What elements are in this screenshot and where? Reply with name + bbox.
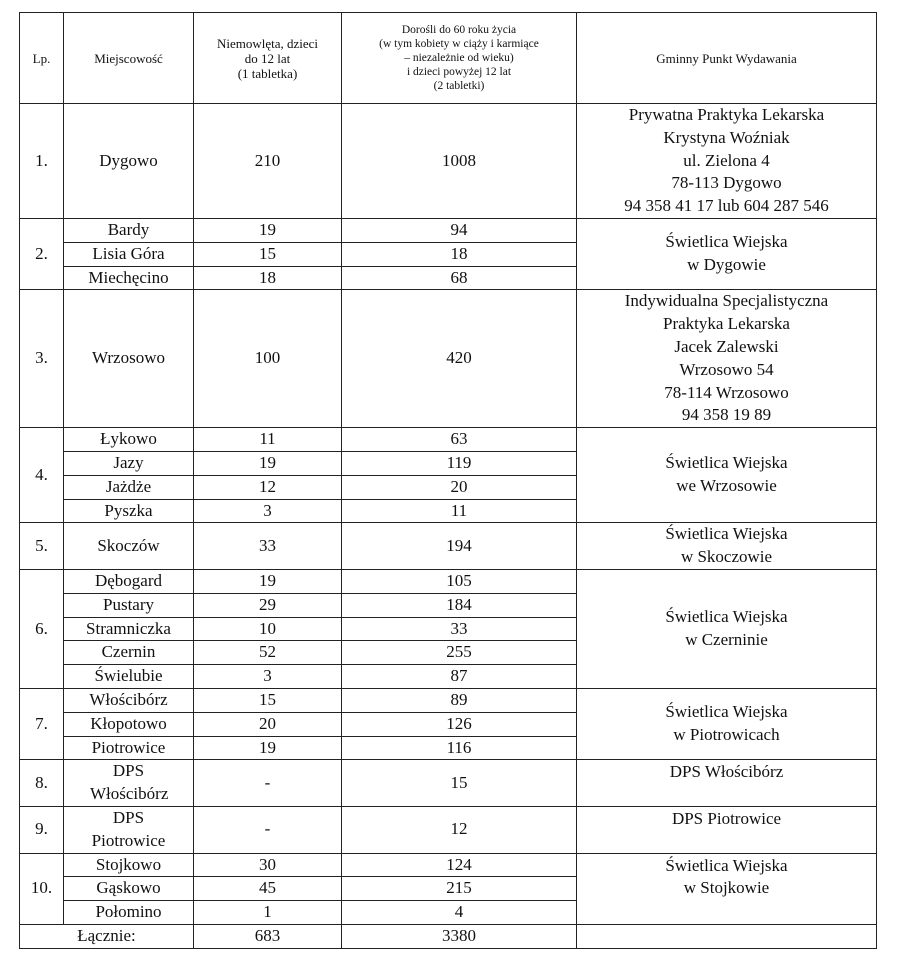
header-adults-line: Dorośli do 60 roku życia <box>401 24 517 36</box>
distribution-point-line: Świetlica Wiejska <box>665 607 788 627</box>
adults-cell: 126 <box>342 712 577 736</box>
total-point-empty <box>577 924 877 948</box>
children-cell: 3 <box>194 665 342 689</box>
distribution-point-cell <box>577 853 877 924</box>
adults-cell: 94 <box>342 218 577 242</box>
town-cell: Lisia Góra <box>64 242 194 266</box>
lp-cell: 9. <box>20 806 64 853</box>
table-row <box>20 104 877 219</box>
children-cell: 19 <box>194 218 342 242</box>
town-cell: Włościbórz <box>64 688 194 712</box>
town-cell: Połomino <box>64 901 194 925</box>
distribution-point-cell <box>577 569 877 688</box>
header-adults-line: (2 tabletki) <box>433 80 485 92</box>
town-cell: Piotrowice <box>64 736 194 760</box>
adults-cell: 124 <box>342 853 577 877</box>
distribution-point-line: Świetlica Wiejska <box>665 524 788 544</box>
children-cell: 19 <box>194 451 342 475</box>
table-row <box>20 688 877 712</box>
distribution-table <box>19 12 877 949</box>
lp-cell: 6. <box>20 569 64 688</box>
town-cell: Miechęcino <box>64 266 194 290</box>
distribution-point-line: Świetlica Wiejska <box>665 232 788 252</box>
children-cell: 12 <box>194 475 342 499</box>
header-children <box>194 13 342 104</box>
distribution-point-line: ul. Zielona 4 <box>683 150 770 170</box>
lp-cell: 8. <box>20 760 64 807</box>
lp-cell: 7. <box>20 688 64 759</box>
header-children-line: Niemowlęta, dzieci <box>216 35 319 51</box>
distribution-point-line: w Czerninie <box>685 629 768 649</box>
town-cell: DPS Piotrowice <box>64 806 194 853</box>
town-cell: Bardy <box>64 218 194 242</box>
table-row <box>20 428 877 452</box>
distribution-point-line: Wrzosowo 54 <box>679 359 774 379</box>
children-cell: 210 <box>194 104 342 219</box>
distribution-point-line: DPS Piotrowice <box>671 808 782 828</box>
children-cell: 15 <box>194 242 342 266</box>
adults-cell: 33 <box>342 617 577 641</box>
lp-cell: 2. <box>20 218 64 289</box>
total-row <box>20 924 877 948</box>
lp-cell: 4. <box>20 428 64 523</box>
town-cell: Stojkowo <box>64 853 194 877</box>
adults-cell: 1008 <box>342 104 577 219</box>
distribution-point-cell <box>577 428 877 523</box>
distribution-point-line: Jacek Zalewski <box>674 336 779 356</box>
distribution-point-cell <box>577 523 877 570</box>
town-cell: Stramniczka <box>64 617 194 641</box>
adults-cell: 18 <box>342 242 577 266</box>
adults-cell: 420 <box>342 290 577 428</box>
children-cell: 100 <box>194 290 342 428</box>
children-cell: 20 <box>194 712 342 736</box>
header-adults-line: i dzieci powyżej 12 lat <box>406 66 512 78</box>
distribution-point-line: 78-114 Wrzosowo <box>664 382 789 402</box>
children-cell: 19 <box>194 736 342 760</box>
adults-cell: 63 <box>342 428 577 452</box>
lp-cell: 10. <box>20 853 64 924</box>
distribution-point-line: Świetlica Wiejska <box>665 453 788 473</box>
town-cell: Dębogard <box>64 569 194 593</box>
children-cell: 3 <box>194 499 342 523</box>
distribution-point-line: Prywatna Praktyka Lekarska <box>628 105 825 124</box>
distribution-point-line: we Wrzosowie <box>676 476 777 496</box>
children-cell: 18 <box>194 266 342 290</box>
table-row <box>20 290 877 428</box>
distribution-point-cell <box>577 760 877 807</box>
distribution-point-line: 78-113 Dygowo <box>671 173 782 193</box>
children-cell: 29 <box>194 593 342 617</box>
distribution-point-line: Praktyka Lekarska <box>663 314 790 334</box>
header-town: Miejscowość <box>64 13 194 104</box>
town-cell: Skoczów <box>64 523 194 570</box>
total-children: 683 <box>194 924 342 948</box>
total-label: Łącznie: <box>20 924 194 948</box>
header-adults-line: – niezależnie od wieku) <box>404 52 514 64</box>
children-cell: 45 <box>194 877 342 901</box>
adults-cell: 15 <box>342 760 577 807</box>
distribution-point-line: DPS Włościbórz <box>669 762 784 782</box>
lp-cell: 5. <box>20 523 64 570</box>
adults-cell: 87 <box>342 665 577 689</box>
lp-cell: 3. <box>20 290 64 428</box>
table-row <box>20 218 877 242</box>
adults-cell: 119 <box>342 451 577 475</box>
adults-cell: 12 <box>342 806 577 853</box>
header-children-line: do 12 lat <box>244 50 291 66</box>
town-cell: Gąskowo <box>64 877 194 901</box>
header-lp: Lp. <box>20 13 64 104</box>
distribution-point-line: Świetlica Wiejska <box>665 702 788 722</box>
header-row <box>20 13 877 104</box>
table-row <box>20 760 877 807</box>
town-cell: Wrzosowo <box>64 290 194 428</box>
distribution-point-line: w Piotrowicach <box>673 725 780 745</box>
children-cell: 1 <box>194 901 342 925</box>
children-cell: 10 <box>194 617 342 641</box>
header-adults <box>342 13 577 104</box>
distribution-point-line: Indywidualna Specjalistyczna <box>624 291 829 311</box>
children-cell: 15 <box>194 688 342 712</box>
adults-cell: 215 <box>342 877 577 901</box>
children-cell: - <box>194 806 342 853</box>
distribution-point-line: 94 358 19 89 <box>681 405 772 425</box>
distribution-point-cell <box>577 688 877 759</box>
distribution-point-line: w Stojkowie <box>683 878 770 898</box>
town-cell: Kłopotowo <box>64 712 194 736</box>
distribution-point-line: 94 358 41 17 lub 604 287 546 <box>624 196 829 216</box>
adults-cell: 194 <box>342 523 577 570</box>
distribution-point-cell <box>577 104 877 219</box>
distribution-point-cell <box>577 218 877 289</box>
children-cell: 33 <box>194 523 342 570</box>
children-cell: 30 <box>194 853 342 877</box>
header-point: Gminny Punkt Wydawania <box>577 13 877 104</box>
town-cell: DPS Włościbórz <box>64 760 194 807</box>
distribution-point-line: w Skoczowie <box>680 547 773 567</box>
town-cell: Pustary <box>64 593 194 617</box>
town-cell: Czernin <box>64 641 194 665</box>
distribution-point-line: Świetlica Wiejska <box>665 855 788 875</box>
children-cell: 19 <box>194 569 342 593</box>
children-cell: 11 <box>194 428 342 452</box>
distribution-point-line: Krystyna Woźniak <box>663 127 790 147</box>
table-row <box>20 569 877 593</box>
adults-cell: 116 <box>342 736 577 760</box>
children-cell: 52 <box>194 641 342 665</box>
table-row <box>20 523 877 570</box>
adults-cell: 105 <box>342 569 577 593</box>
header-children-line: (1 tabletka) <box>237 65 298 81</box>
adults-cell: 68 <box>342 266 577 290</box>
adults-cell: 20 <box>342 475 577 499</box>
town-cell: Jazy <box>64 451 194 475</box>
adults-cell: 184 <box>342 593 577 617</box>
adults-cell: 4 <box>342 901 577 925</box>
table-row <box>20 853 877 877</box>
header-adults-line: (w tym kobiety w ciąży i karmiące <box>379 38 539 50</box>
table-body <box>20 104 877 925</box>
distribution-point-cell <box>577 806 877 853</box>
lp-cell: 1. <box>20 104 64 219</box>
town-cell: Świelubie <box>64 665 194 689</box>
total-adults: 3380 <box>342 924 577 948</box>
town-cell: Łykowo <box>64 428 194 452</box>
distribution-point-line: w Dygowie <box>687 255 766 275</box>
distribution-point-cell <box>577 290 877 428</box>
adults-cell: 255 <box>342 641 577 665</box>
town-cell: Pyszka <box>64 499 194 523</box>
town-cell: Dygowo <box>64 104 194 219</box>
adults-cell: 89 <box>342 688 577 712</box>
town-cell: Jażdże <box>64 475 194 499</box>
children-cell: - <box>194 760 342 807</box>
adults-cell: 11 <box>342 499 577 523</box>
table-row <box>20 806 877 853</box>
